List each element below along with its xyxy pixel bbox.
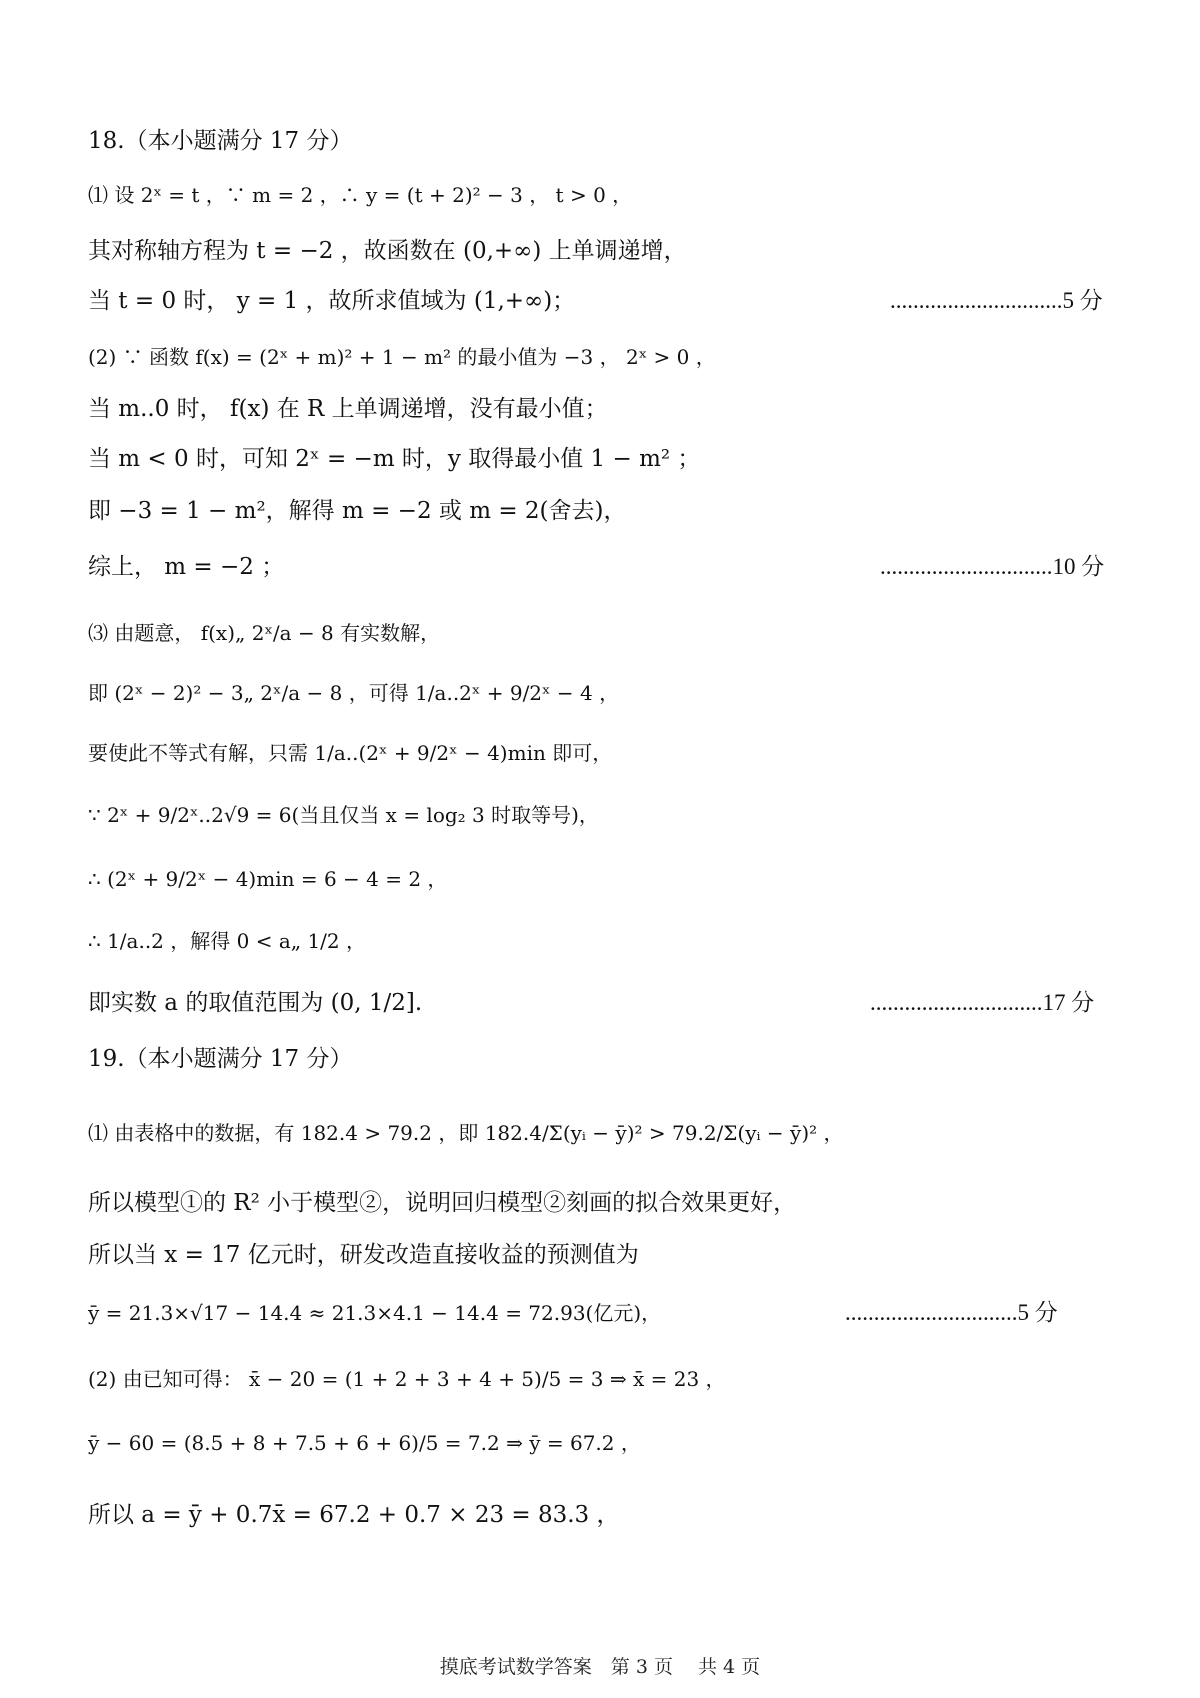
q18-line-6: 当 m < 0 时，可知 2ˣ = −m 时，y 取得最小值 1 − m² ； [88,446,701,472]
page-footer: 摸底考试数学答案 第 3 页 共 4 页 [439,1656,761,1678]
q18-line-7: 即 −3 = 1 − m²，解得 m = −2 或 m = 2(舍去)， [88,498,627,524]
q18-line-4: (2) ∵ 函数 f(x) = (2ˣ + m)² + 1 − m² 的最小值为 −3 ， 2ˣ > 0 ， [88,345,716,369]
q18-line-5: 当 m..0 时， f(x) 在 R 上单调递增，没有最小值； [88,396,608,422]
q19-line-5: (2) 由已知可得： x̄ − 20 = (1 + 2 + 3 + 4 + 5)/5 = 3 ⇒ x̄ = 23 ， [88,1367,726,1391]
q18-line-2: 其对称轴方程为 t = −2 ，故函数在 (0,+∞) 上单调递增， [88,238,687,264]
q18-line-9: ⑶ 由题意， f(x)„ 2ˣ/a − 8 有实数解， [88,621,441,645]
q18-score-5: ..............................5 分 [890,288,1103,313]
q19-line-2: 所以模型①的 R² 小于模型②，说明回归模型②刻画的拟合效果更好， [88,1190,797,1216]
q18-line-3: 当 t = 0 时， y = 1 ，故所求值域为 (1,+∞)； [88,288,576,314]
q18-line-15: 即实数 a 的取值范围为 (0, 1/2]. [88,990,423,1016]
q19-line-6: ȳ − 60 = (8.5 + 8 + 7.5 + 6 + 6)/5 = 7.2 ⇒ ȳ = 67.2 ， [88,1431,641,1455]
q19-line-1: ⑴ 由表格中的数据，有 182.4 > 79.2 ，即 182.4/Σ(yᵢ − ȳ)² > 79.2/Σ(yᵢ − ȳ)² ， [88,1121,844,1145]
q18-line-12: ∵ 2ˣ + 9/2ˣ..2√9 = 6(当且仅当 x = log₂ 3 时取等号)， [88,803,599,827]
q18-line-13: ∴ (2ˣ + 9/2ˣ − 4)min = 6 − 4 = 2 ， [88,867,448,891]
q18-line-1: ⑴ 设 2ˣ = t ，∵ m = 2 ，∴ y = (t + 2)² − 3 ， t > 0 ， [88,183,633,207]
q19-score-5: ..............................5 分 [845,1300,1058,1325]
q19-line-3: 所以当 x = 17 亿元时，研发改造直接收益的预测值为 [88,1242,639,1268]
q18-score-17: ..............................17 分 [870,990,1095,1015]
q18-line-14: ∴ 1/a..2 ，解得 0 < a„ 1/2 ， [88,929,367,953]
q19-line-7: 所以 a = ȳ + 0.7x̄ = 67.2 + 0.7 × 23 = 83.3 ， [88,1502,620,1528]
q18-line-11: 要使此不等式有解，只需 1/a..(2ˣ + 9/2ˣ − 4)min 即可， [88,741,613,765]
q18-line-10: 即 (2ˣ − 2)² − 3„ 2ˣ/a − 8 ，可得 1/a..2ˣ + 9/2ˣ − 4 ， [88,681,620,705]
q18-heading: 18.（本小题满分 17 分） [88,128,353,154]
q18-score-10: ..............................10 分 [880,554,1105,579]
q19-heading: 19.（本小题满分 17 分） [88,1046,353,1072]
q19-line-4: ȳ = 21.3×√17 − 14.4 ≈ 21.3×4.1 − 14.4 = 72.93(亿元)， [88,1301,662,1325]
q18-line-8: 综上， m = −2 ； [88,554,285,580]
